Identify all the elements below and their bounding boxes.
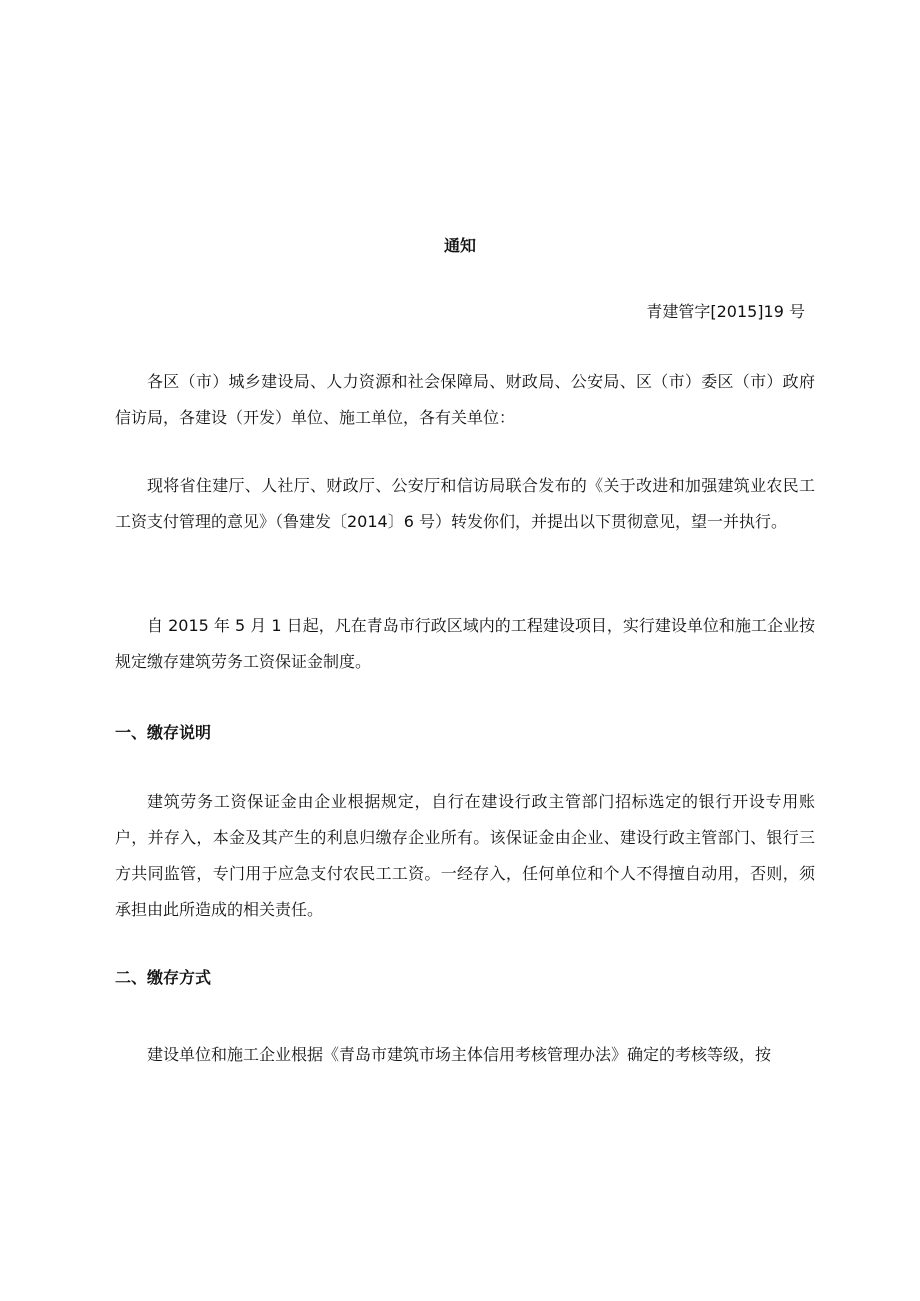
deposit-explanation-paragraph: 建筑劳务工资保证金由企业根据规定，自行在建设行政主管部门招标选定的银行开设专用账户，并存入，本金及其产生的利息归缴存企业所有。该保证金由企业、建设行政主管部门、银行三方共同监管，专门用于应急支付农民工工资。一经存入，任何单位和个人不得擅自动用，否则，须承担由此所造成的相关责任。 — [115, 792, 815, 919]
document-title: 通知 — [443, 236, 476, 255]
section-heading-deposit-explanation: 一、缴存说明 — [115, 723, 212, 742]
effective-date-paragraph: 自 2015 年 5 月 1 日起，凡在青岛市行政区域内的工程建设项目，实行建设单位和施工企业按规定缴存建筑劳务工资保证金制度。 — [115, 616, 815, 671]
deposit-method-paragraph: 建设单位和施工企业根据《青岛市建筑市场主体信用考核管理办法》确定的考核等级，按 — [147, 1045, 772, 1064]
forward-paragraph: 现将省住建厅、人社厅、财政厅、公安厅和信访局联合发布的《关于改进和加强建筑业农民工工资支付管理的意见》（鲁建发〔2014〕6 号）转发你们，并提出以下贯彻意见，望一并执行。 — [115, 476, 815, 531]
addressees-paragraph: 各区（市）城乡建设局、人力资源和社会保障局、财政局、公安局、区（市）委区（市）政府信访局，各建设（开发）单位、施工单位，各有关单位： — [115, 372, 815, 427]
document-number: 青建管字[2015]19 号 — [646, 302, 805, 321]
section-heading-deposit-method: 二、缴存方式 — [115, 968, 212, 987]
